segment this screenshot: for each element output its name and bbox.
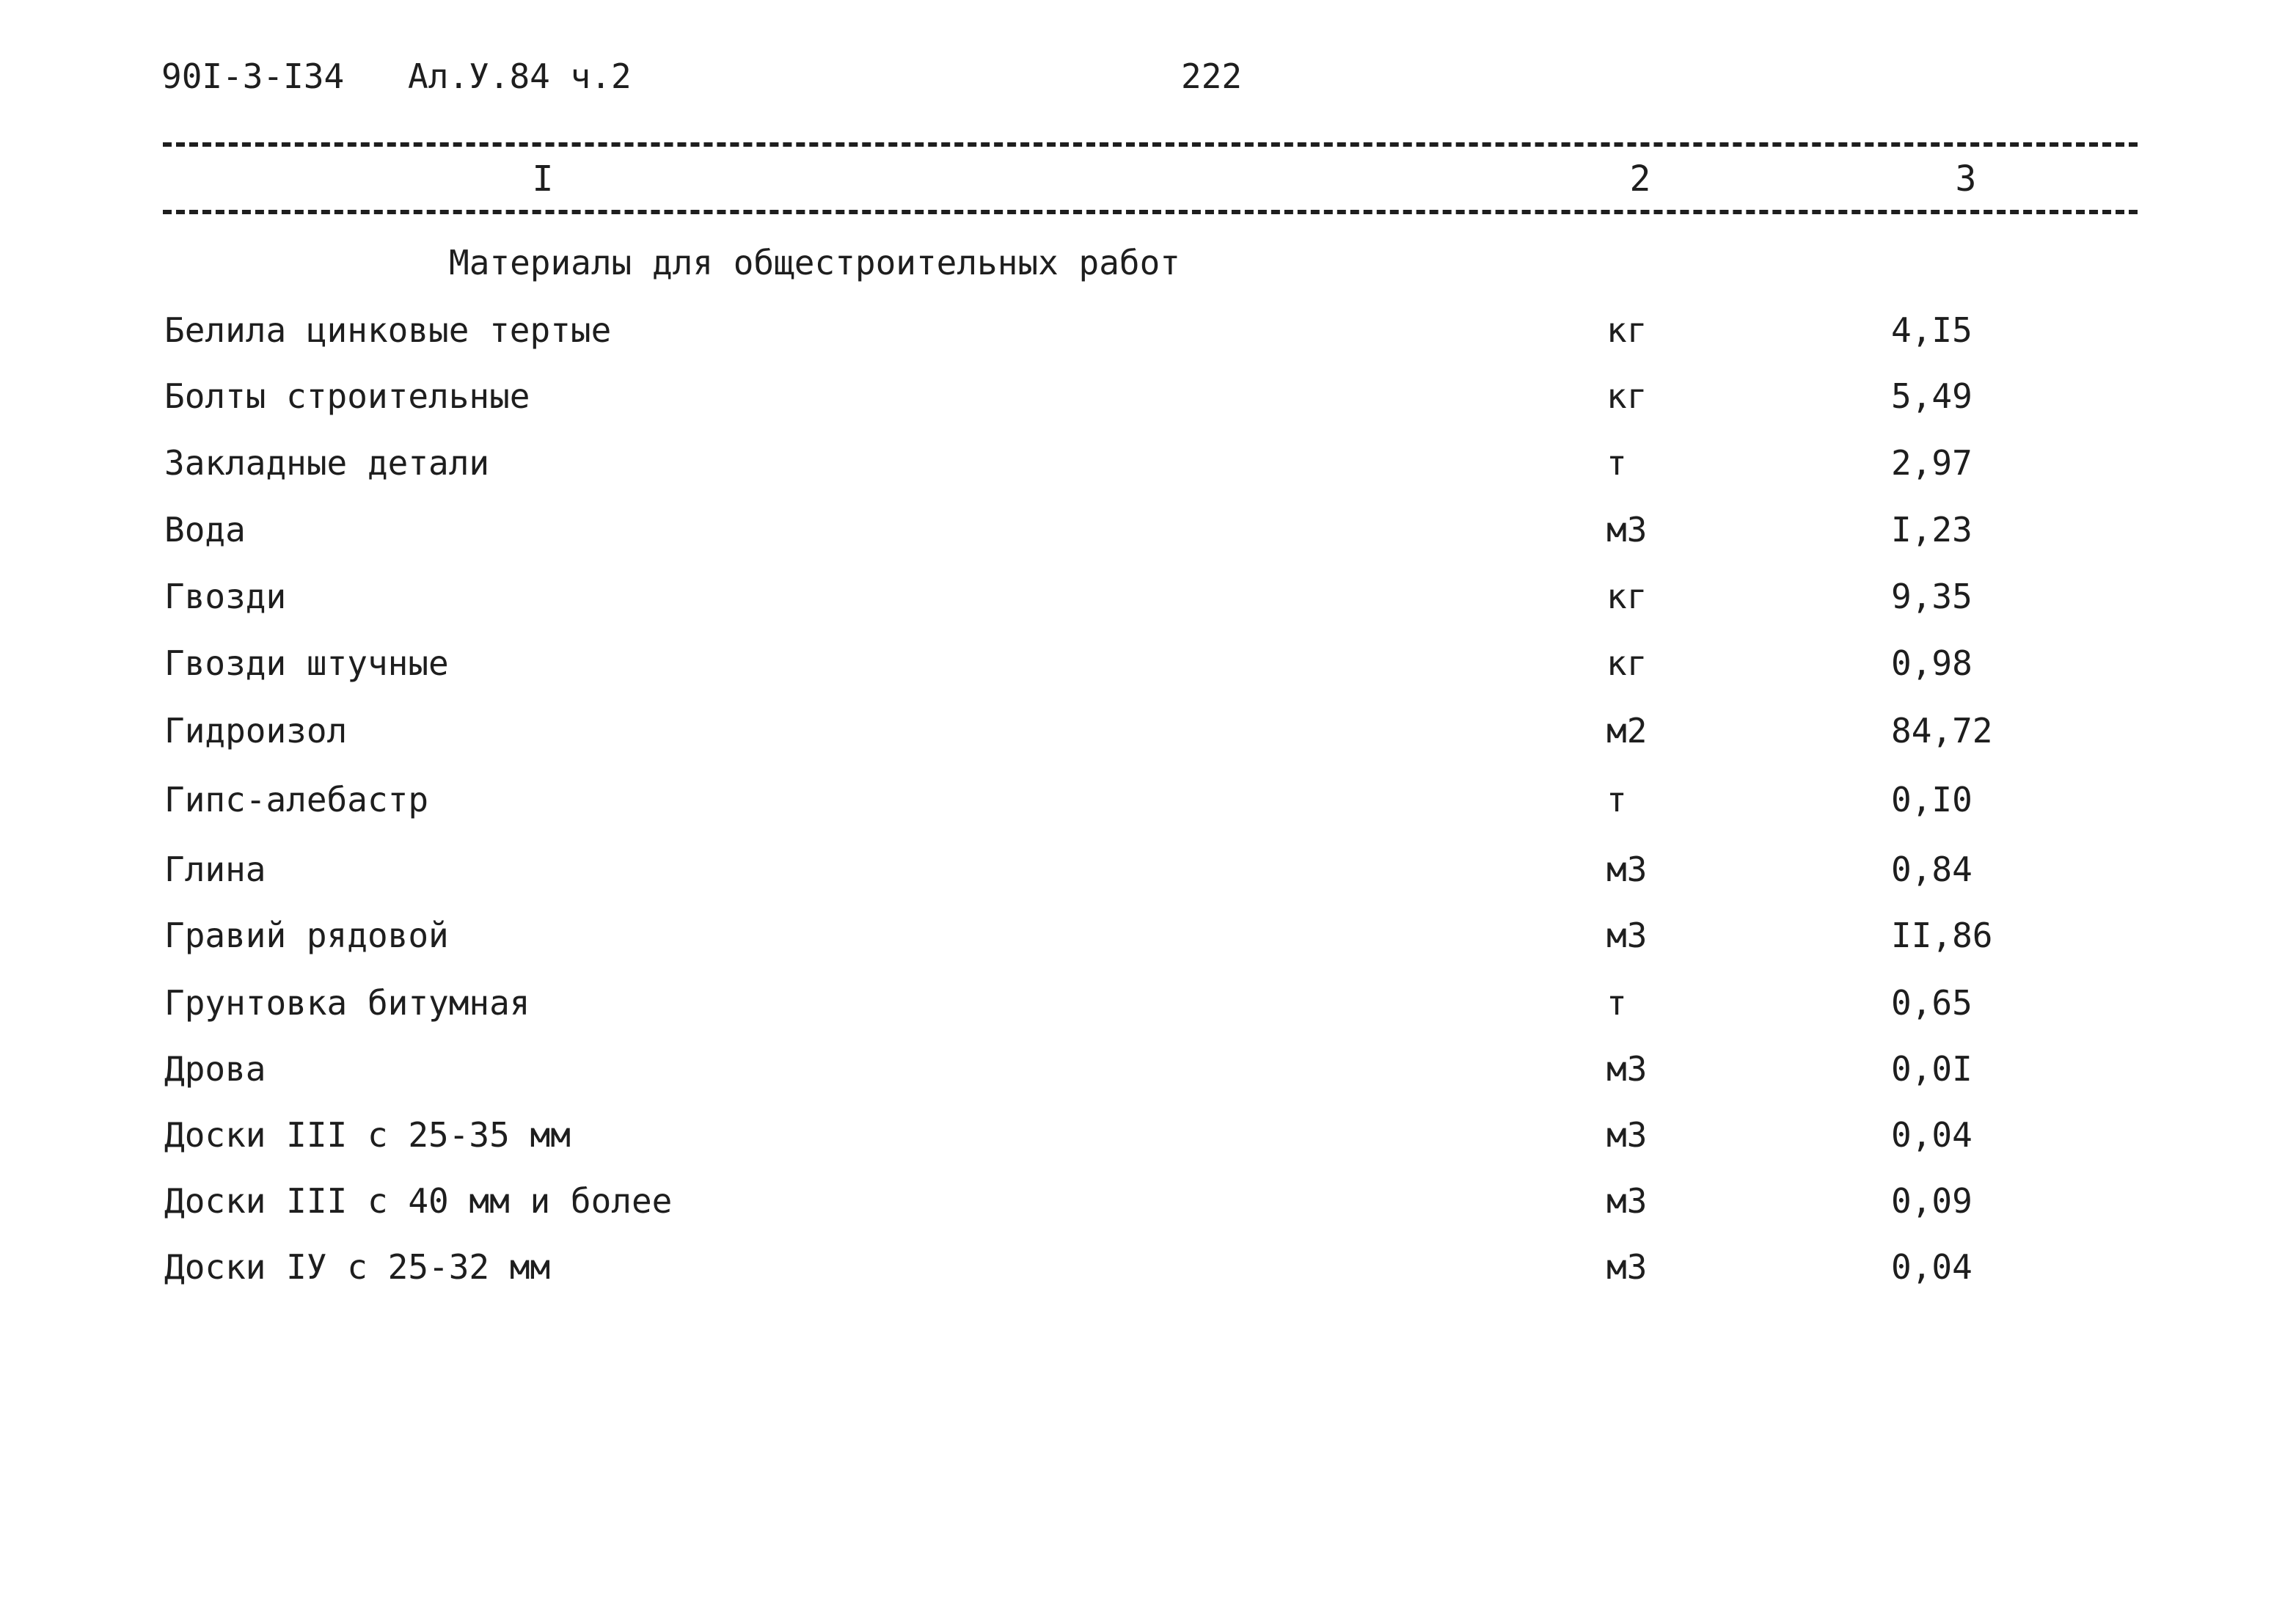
quantity: 0,09 bbox=[1891, 1181, 1973, 1221]
unit-of-measure: м3 bbox=[1606, 1049, 1648, 1089]
unit-of-measure: м2 bbox=[1606, 711, 1648, 751]
album-reference: Ал.У.84 ч.2 bbox=[408, 56, 632, 96]
table-row bbox=[0, 574, 2296, 626]
table-row bbox=[0, 1113, 2296, 1164]
column-header-1: I bbox=[532, 158, 554, 200]
table-row bbox=[0, 1179, 2296, 1230]
quantity: 0,0I bbox=[1891, 1049, 1973, 1089]
table-row bbox=[0, 847, 2296, 899]
table-row bbox=[0, 508, 2296, 559]
table-row bbox=[0, 641, 2296, 693]
material-name: Дрова bbox=[164, 1049, 266, 1089]
unit-of-measure: кг bbox=[1606, 577, 1648, 616]
quantity: 0,04 bbox=[1891, 1247, 1973, 1287]
table-row bbox=[0, 1047, 2296, 1098]
quantity: 0,84 bbox=[1891, 850, 1973, 889]
quantity: 0,65 bbox=[1891, 983, 1973, 1023]
page-number: 222 bbox=[1181, 56, 1243, 96]
unit-of-measure: т bbox=[1606, 983, 1627, 1023]
table-row bbox=[0, 778, 2296, 829]
unit-of-measure: кг bbox=[1606, 643, 1648, 683]
material-name: Доски III с 25-35 мм bbox=[164, 1115, 571, 1155]
material-name: Гравий рядовой bbox=[164, 916, 449, 955]
unit-of-measure: т bbox=[1606, 780, 1627, 819]
unit-of-measure: м3 bbox=[1606, 1247, 1648, 1287]
material-name: Грунтовка битумная bbox=[164, 983, 530, 1023]
quantity: 84,72 bbox=[1891, 711, 1993, 751]
quantity: 2,97 bbox=[1891, 443, 1973, 483]
material-name: Белила цинковые тертые bbox=[164, 310, 612, 350]
quantity: II,86 bbox=[1891, 916, 1993, 955]
material-name: Гипс-алебастр bbox=[164, 780, 429, 819]
table-row bbox=[0, 374, 2296, 426]
table-row bbox=[0, 308, 2296, 359]
unit-of-measure: м3 bbox=[1606, 1115, 1648, 1155]
quantity: 4,I5 bbox=[1891, 310, 1973, 350]
quantity: 0,98 bbox=[1891, 643, 1973, 683]
unit-of-measure: м3 bbox=[1606, 916, 1648, 955]
unit-of-measure: м3 bbox=[1606, 1181, 1648, 1221]
material-name: Гвозди штучные bbox=[164, 643, 449, 683]
material-name: Доски IУ с 25-32 мм bbox=[164, 1247, 551, 1287]
material-name: Болты строительные bbox=[164, 376, 530, 416]
unit-of-measure: кг bbox=[1606, 376, 1648, 416]
quantity: I,23 bbox=[1891, 510, 1973, 549]
table-row bbox=[0, 1245, 2296, 1296]
section-title: Материалы для общестроительных работ bbox=[449, 243, 1180, 282]
material-name: Гидроизол bbox=[164, 711, 348, 751]
unit-of-measure: м3 bbox=[1606, 510, 1648, 549]
quantity: 5,49 bbox=[1891, 376, 1973, 416]
column-header-3: 3 bbox=[1955, 158, 1977, 200]
quantity: 0,04 bbox=[1891, 1115, 1973, 1155]
document-code: 90I-3-I34 bbox=[161, 56, 345, 96]
table-row bbox=[0, 913, 2296, 965]
material-name: Глина bbox=[164, 850, 266, 889]
column-header-2: 2 bbox=[1629, 158, 1651, 200]
material-name: Гвозди bbox=[164, 577, 287, 616]
unit-of-measure: м3 bbox=[1606, 850, 1648, 889]
material-name: Вода bbox=[164, 510, 246, 549]
quantity: 0,I0 bbox=[1891, 780, 1973, 819]
table-row bbox=[0, 441, 2296, 492]
material-name: Доски III с 40 мм и более bbox=[164, 1181, 673, 1221]
unit-of-measure: кг bbox=[1606, 310, 1648, 350]
table-row bbox=[0, 709, 2296, 760]
quantity: 9,35 bbox=[1891, 577, 1973, 616]
unit-of-measure: т bbox=[1606, 443, 1627, 483]
table-row bbox=[0, 981, 2296, 1032]
material-name: Закладные детали bbox=[164, 443, 490, 483]
